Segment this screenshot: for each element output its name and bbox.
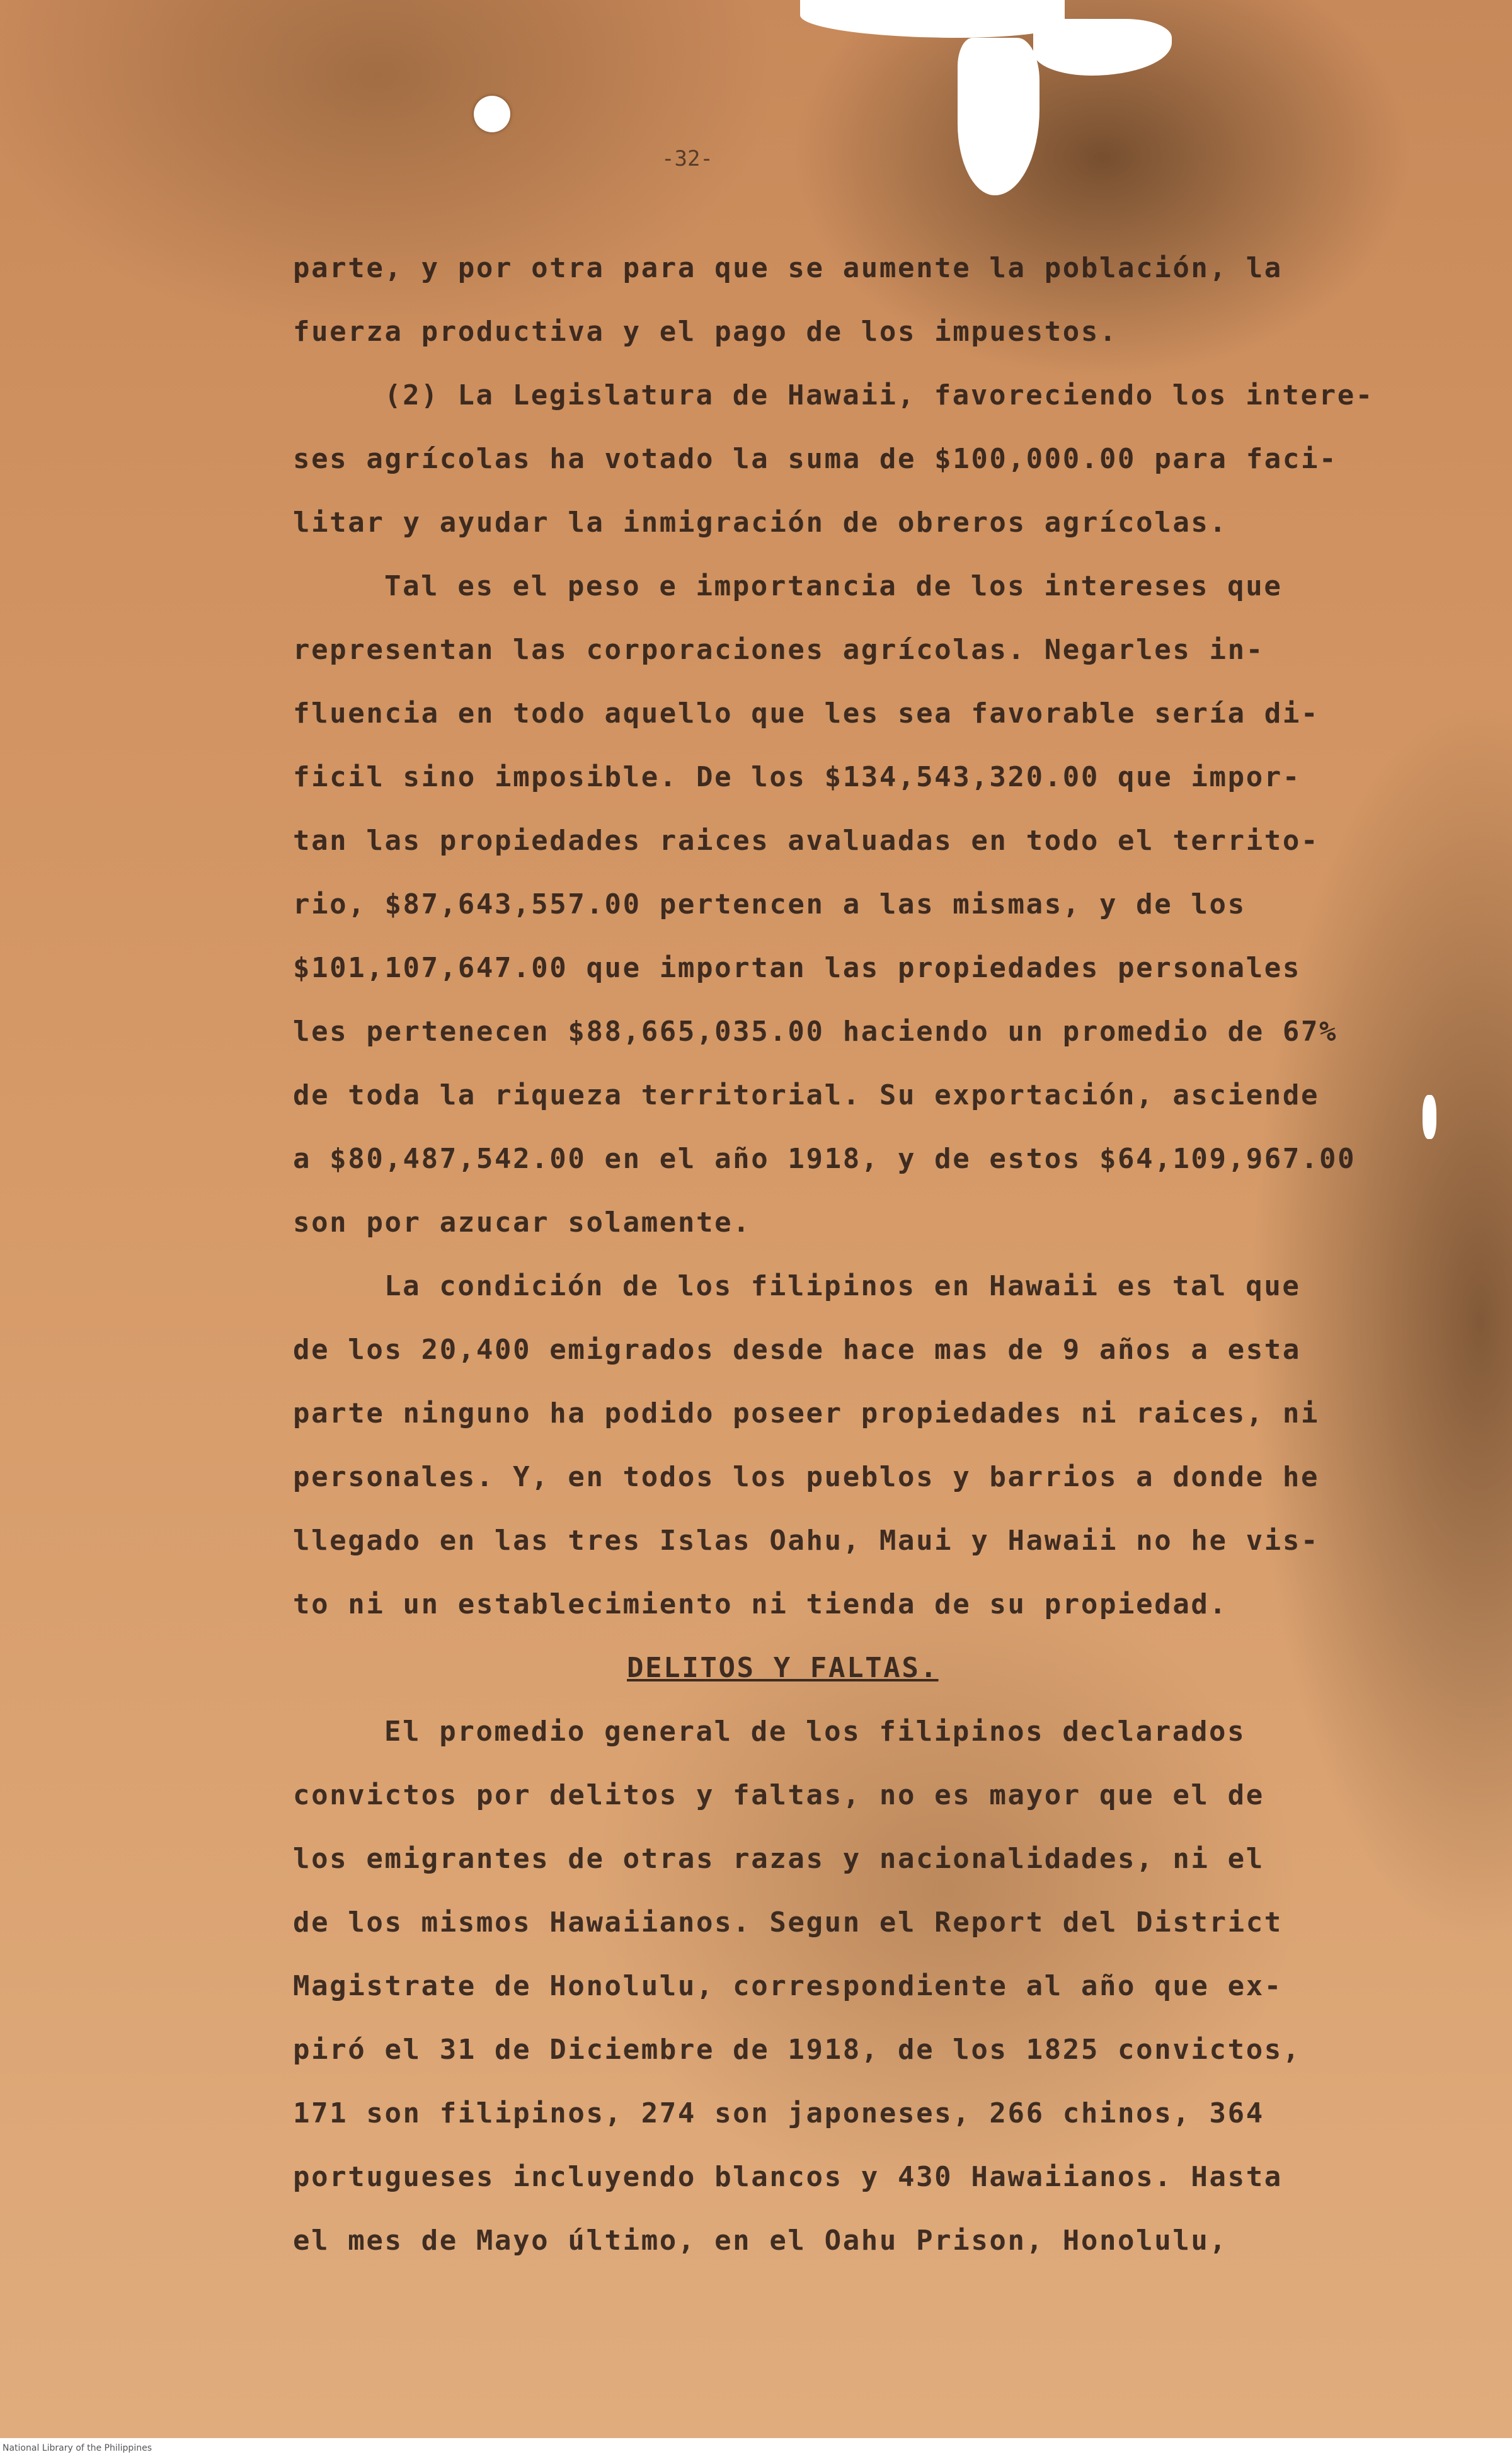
- text-line: los emigrantes de otras razas y nacionalidades, ni el: [293, 1843, 1264, 1875]
- archive-caption: National Library of the Philippines: [0, 2439, 1512, 2457]
- document-body: [293, 236, 1402, 2272]
- text-line: ses agrícolas ha votado la suma de $100,000.00 para faci-: [293, 443, 1338, 475]
- text-line: tan las propiedades raices avaluadas en todo el territo-: [293, 825, 1320, 857]
- punch-hole: [474, 96, 510, 132]
- text-line: a $80,487,542.00 en el año 1918, y de estos $64,109,967.00: [293, 1143, 1356, 1175]
- text-line: convictos por delitos y faltas, no es mayor que el de: [293, 1779, 1264, 1811]
- text-line: 171 son filipinos, 274 son japoneses, 266 chinos, 364: [293, 2097, 1264, 2129]
- text-line: representan las corporaciones agrícolas. Negarles in-: [293, 634, 1264, 666]
- paper-tear: [958, 38, 1040, 195]
- text-line: Magistrate de Honolulu, correspondiente al año que ex-: [293, 1970, 1283, 2002]
- text-line: son por azucar solamente.: [293, 1206, 752, 1239]
- text-line: de los 20,400 emigrados desde hace mas de 9 años a esta: [293, 1334, 1301, 1366]
- text-line: El promedio general de los filipinos declarados: [384, 1715, 1246, 1748]
- text-line: el mes de Mayo último, en el Oahu Prison, Honolulu,: [293, 2225, 1228, 2257]
- text-line: de los mismos Hawaiianos. Segun el Report del District: [293, 1906, 1283, 1939]
- paper-tear: [800, 0, 1065, 38]
- text-line: fuerza productiva y el pago de los impuestos.: [293, 316, 1118, 348]
- text-line: parte, y por otra para que se aumente la población, la: [293, 252, 1283, 284]
- text-line: ficil sino imposible. De los $134,543,320.00 que impor-: [293, 761, 1301, 793]
- text-line: $101,107,647.00 que importan las propiedades personales: [293, 952, 1301, 984]
- text-line: portugueses incluyendo blancos y 430 Hawaiianos. Hasta: [293, 2161, 1283, 2193]
- text-line: rio, $87,643,557.00 pertencen a las mismas, y de los: [293, 888, 1246, 920]
- text-line: litar y ayudar la inmigración de obreros agrícolas.: [293, 507, 1228, 539]
- text-line: llegado en las tres Islas Oahu, Maui y Hawaii no he vis-: [293, 1525, 1320, 1557]
- text-line: parte ninguno ha podido poseer propiedades ni raices, ni: [293, 1397, 1320, 1429]
- text-line: La condición de los filipinos en Hawaii es tal que: [384, 1270, 1301, 1302]
- text-line: de toda la riqueza territorial. Su exportación, asciende: [293, 1079, 1320, 1111]
- text-line: Tal es el peso e importancia de los intereses que: [384, 570, 1283, 602]
- page-number: -32-: [662, 146, 713, 171]
- text-line: piró el 31 de Diciembre de 1918, de los 1825 convictos,: [293, 2034, 1301, 2066]
- paper-tear: [1423, 1095, 1436, 1139]
- text-line: personales. Y, en todos los pueblos y barrios a donde he: [293, 1461, 1320, 1493]
- paper-tear: [1033, 19, 1172, 76]
- text-line: les pertenecen $88,665,035.00 haciendo un promedio de 67%: [293, 1016, 1338, 1048]
- text-line: fluencia en todo aquello que les sea favorable sería di-: [293, 697, 1320, 730]
- text-line: (2) La Legislatura de Hawaii, favoreciendo los intere-: [384, 379, 1374, 411]
- text-line: to ni un establecimiento ni tienda de su propiedad.: [293, 1588, 1228, 1620]
- section-heading: DELITOS Y FALTAS.: [627, 1652, 939, 1684]
